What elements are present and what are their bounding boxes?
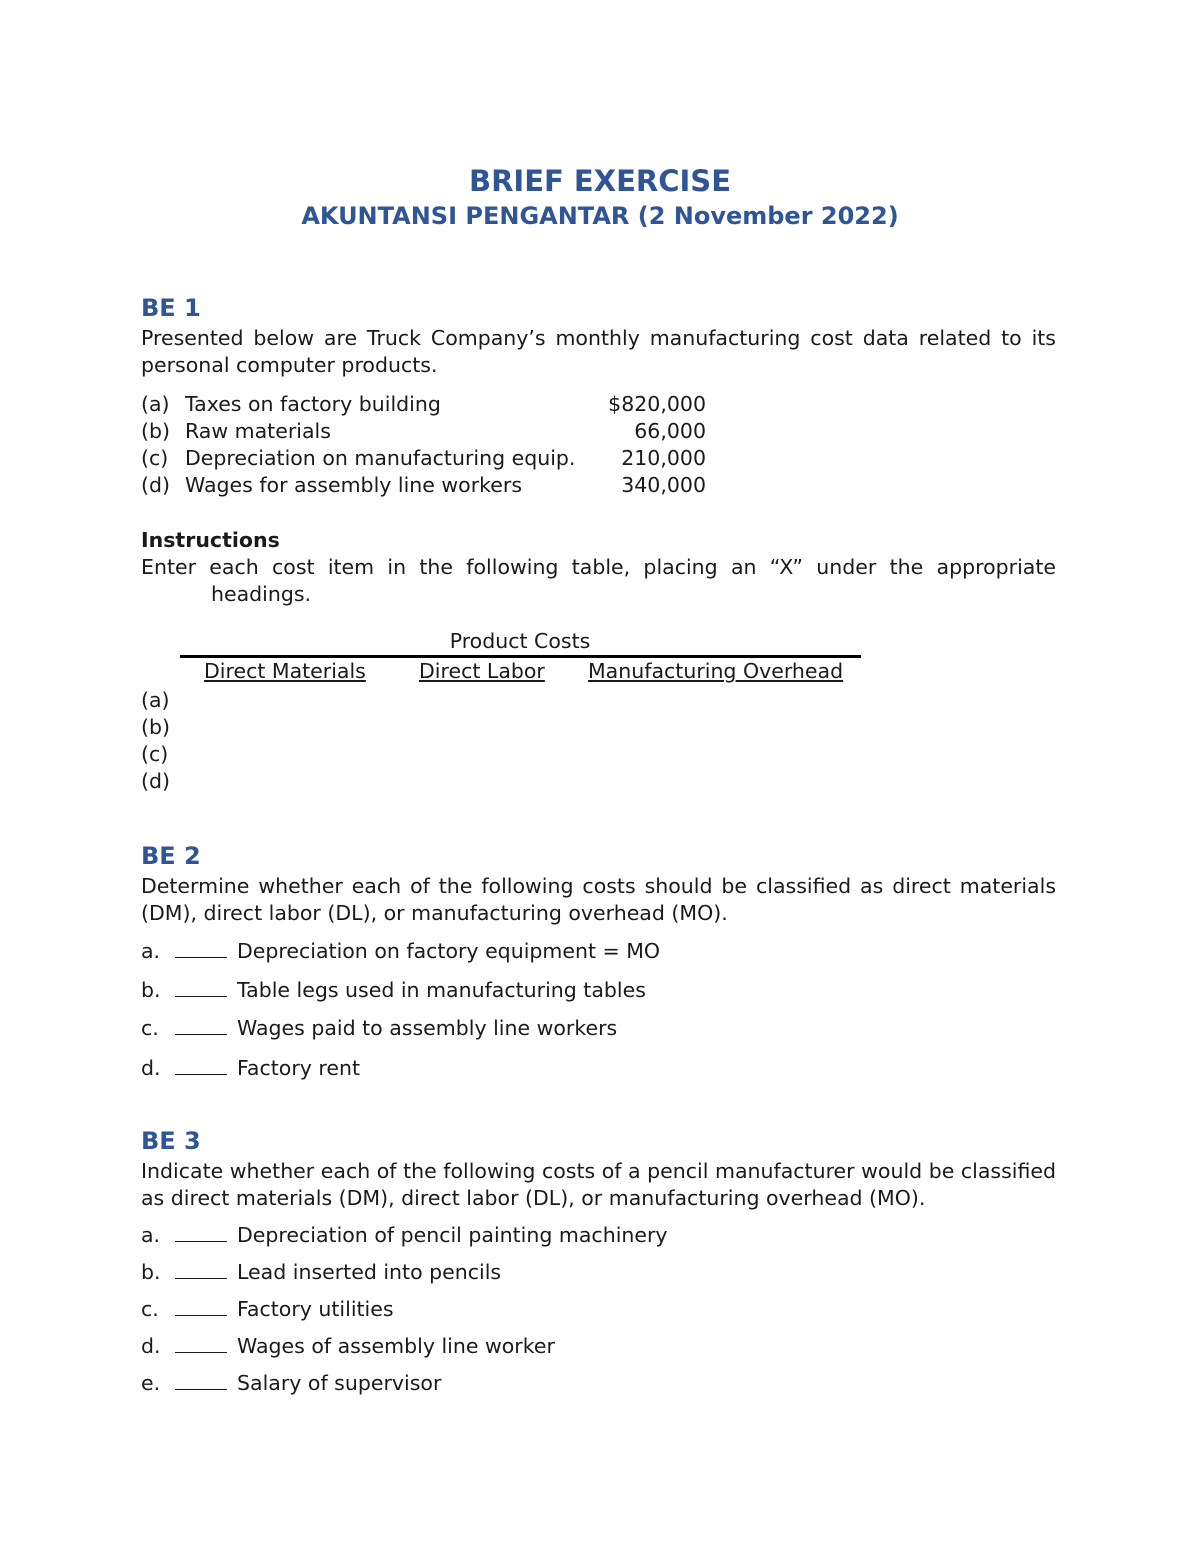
table-row: (c)	[141, 742, 169, 766]
item-text: Taxes on factory building	[185, 392, 441, 416]
be2-heading: BE 2	[141, 842, 201, 870]
item-text: Wages paid to assembly line workers	[237, 1016, 618, 1040]
be3-intro: Indicate whether each of the following costs of a pencil manufacturer would be classified as direct materials (DM), direct labor (DL), or manufacturing overhead (MO).	[141, 1159, 1056, 1210]
document-subtitle: AKUNTANSI PENGANTAR (2 November 2022)	[301, 202, 899, 230]
item-label: (c)	[141, 446, 169, 470]
item-text: Depreciation of pencil painting machinery	[237, 1223, 668, 1247]
answer-blank[interactable]	[175, 978, 227, 997]
item-letter: b.	[141, 978, 161, 1002]
be3-heading: BE 3	[141, 1127, 201, 1155]
item-letter: c.	[141, 1016, 159, 1040]
instructions-heading: Instructions	[141, 528, 280, 552]
item-text: Factory utilities	[237, 1297, 394, 1321]
answer-blank[interactable]	[175, 1260, 227, 1279]
item-text: Depreciation on manufacturing equip.	[185, 446, 576, 470]
item-text: Wages for assembly line workers	[185, 473, 523, 497]
answer-blank[interactable]	[175, 1334, 227, 1353]
item-text: Factory rent	[237, 1056, 361, 1080]
item-letter: a.	[141, 939, 161, 963]
answer-blank[interactable]	[175, 939, 227, 958]
list-item	[141, 1296, 394, 1323]
list-item	[141, 977, 646, 1004]
column-header-direct-labor: Direct Labor	[419, 659, 545, 683]
list-item	[141, 391, 170, 418]
table-row: (d)	[141, 769, 171, 793]
item-label: (d)	[141, 473, 171, 497]
answer-blank[interactable]	[175, 1371, 227, 1390]
list-item	[141, 1015, 617, 1042]
column-header-manufacturing-overhead: Manufacturing Overhead	[588, 659, 844, 683]
instructions-text: Enter each cost item in the following table, placing an “X” under the appropriate	[141, 555, 1056, 579]
list-item	[141, 938, 660, 965]
table-group-header: Product Costs	[449, 629, 591, 653]
item-letter: d.	[141, 1056, 161, 1080]
item-text: Salary of supervisor	[237, 1371, 442, 1395]
item-amount: 340,000	[621, 473, 706, 497]
list-item	[141, 1055, 360, 1082]
list-item	[141, 1222, 668, 1249]
answer-blank[interactable]	[175, 1297, 227, 1316]
column-header-direct-materials: Direct Materials	[204, 659, 366, 683]
list-item	[141, 1259, 501, 1286]
item-letter: d.	[141, 1334, 161, 1358]
item-amount: 210,000	[621, 446, 706, 470]
answer-blank[interactable]	[175, 1056, 227, 1075]
item-letter: c.	[141, 1297, 159, 1321]
item-text: Raw materials	[185, 419, 331, 443]
table-row: (b)	[141, 715, 171, 739]
item-text: Wages of assembly line worker	[237, 1334, 555, 1358]
answer-blank[interactable]	[175, 1223, 227, 1242]
item-letter: e.	[141, 1371, 161, 1395]
answer-blank[interactable]	[175, 1016, 227, 1035]
item-letter: b.	[141, 1260, 161, 1284]
document-title: BRIEF EXERCISE	[468, 164, 732, 198]
item-letter: a.	[141, 1223, 161, 1247]
be2-intro: Determine whether each of the following costs should be classified as direct materials (DM), direct labor (DL), or manufacturing overhead (MO).	[141, 874, 1056, 925]
item-text: Lead inserted into pencils	[237, 1260, 502, 1284]
instructions-text-cont: headings.	[211, 582, 312, 606]
item-text: Table legs used in manufacturing tables	[237, 978, 646, 1002]
be1-intro: Presented below are Truck Company’s monthly manufacturing cost data related to its personal computer products.	[141, 326, 1056, 377]
item-label: (a)	[141, 392, 170, 416]
item-amount: 66,000	[634, 419, 706, 443]
list-item	[141, 1370, 441, 1397]
item-amount: $820,000	[608, 392, 706, 416]
item-label: (b)	[141, 419, 171, 443]
be1-heading: BE 1	[141, 294, 201, 322]
table-row: (a)	[141, 688, 170, 712]
list-item	[141, 1333, 555, 1360]
item-text: Depreciation on factory equipment = MO	[237, 939, 661, 963]
